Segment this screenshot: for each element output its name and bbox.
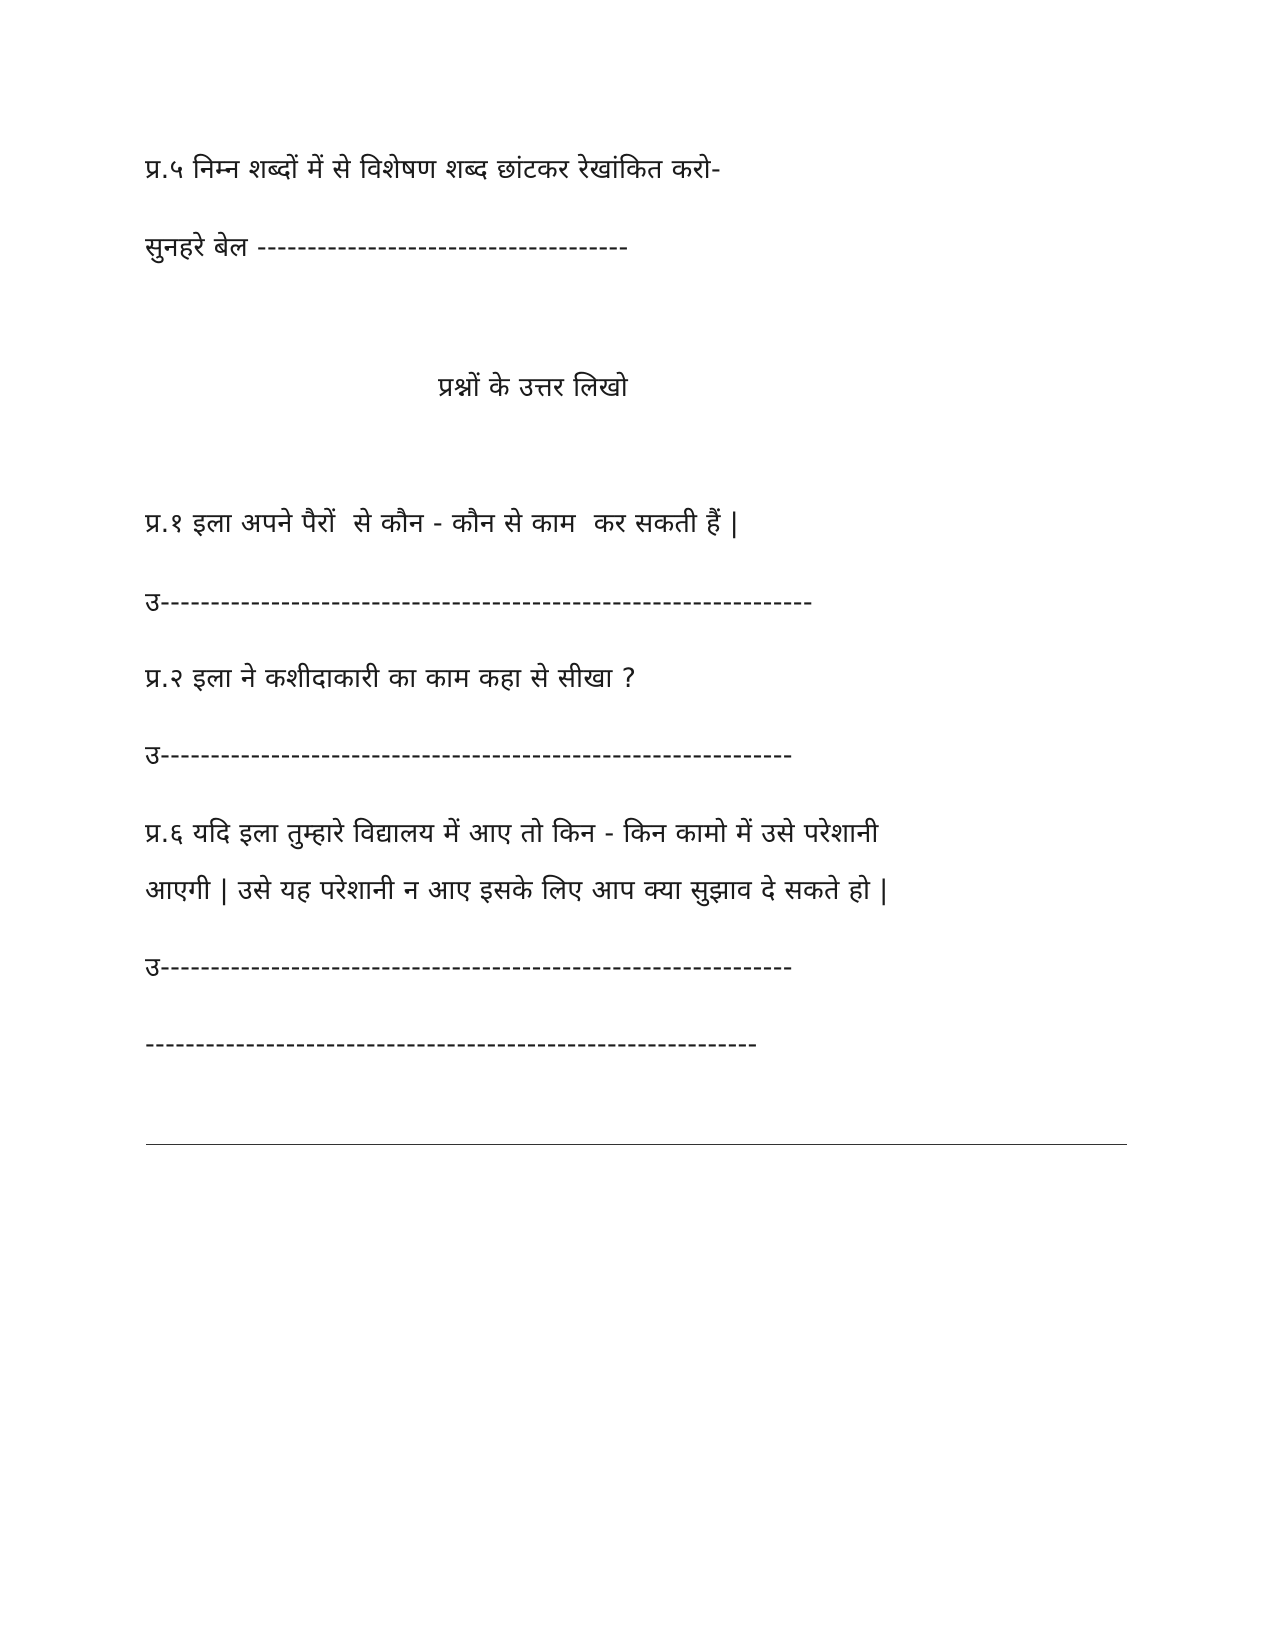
- horizontal-rule: [146, 1144, 1127, 1145]
- question-1: प्र.१ इला अपने पैरों से कौन - कौन से काम कर सकती हैं |: [145, 508, 740, 539]
- question-6-line-1: प्र.६ यदि इला तुम्हारे विद्यालय में आए तो किन - किन कामो में उसे परेशानी: [145, 818, 879, 849]
- question-6-answer-line-continued: -------------------------------------------------------------: [145, 1029, 758, 1060]
- question-5-item: सुनहरे बेल -------------------------------------: [145, 232, 629, 263]
- question-1-answer-line: उ-----------------------------------------------------------------: [145, 587, 813, 618]
- question-6-answer-line: उ---------------------------------------------------------------: [145, 952, 793, 983]
- question-2-answer-line: उ---------------------------------------------------------------: [145, 740, 793, 771]
- question-6-line-2: आएगी | उसे यह परेशानी न आए इसके लिए आप क्या सुझाव दे सकते हो |: [145, 875, 889, 906]
- question-5-prompt: प्र.५ निम्न शब्दों में से विशेषण शब्द छांटकर रेखांकित करो-: [145, 154, 722, 185]
- question-2: प्र.२ इला ने कशीदाकारी का काम कहा से सीखा ?: [145, 663, 637, 694]
- section-heading: प्रश्नों के उत्तर लिखो: [438, 372, 629, 403]
